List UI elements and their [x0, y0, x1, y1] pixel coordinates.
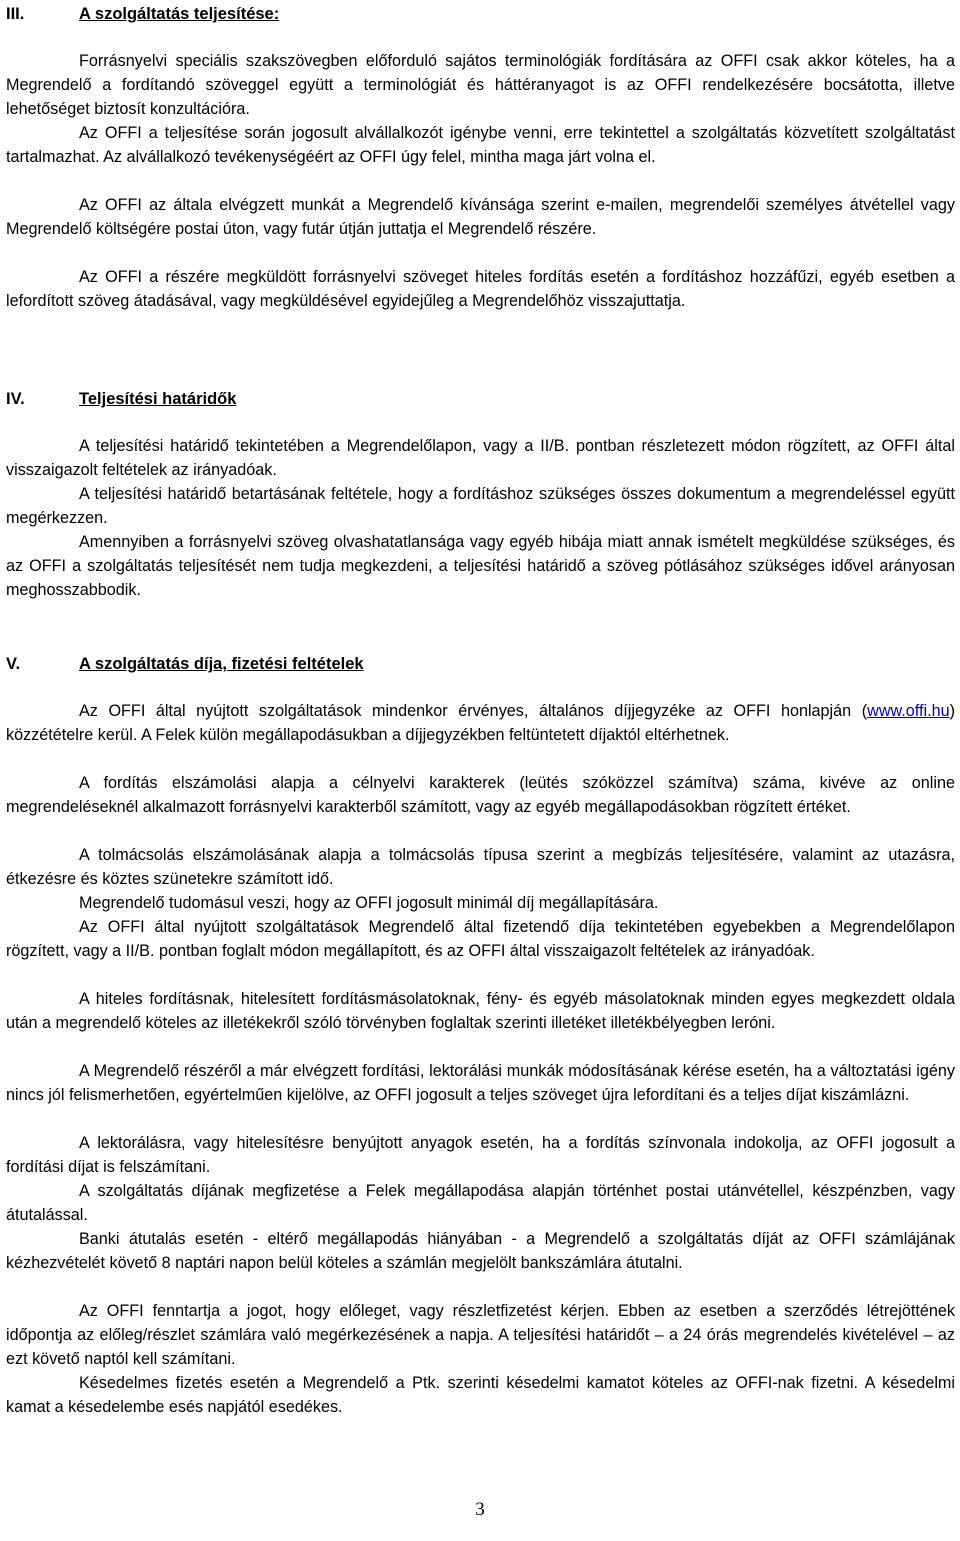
section-5-paragraph: Banki átutalás esetén - eltérő megállapodás hiányában - a Megrendelő a szolgáltatás díját az OFFI számlájának kézhezvételét követő 8 naptári napon belül köteles a számlán megjelölt bankszámlára átutalni.	[6, 1230, 955, 1272]
section-5-paragraph: A szolgáltatás díjának megfizetése a Felek megállapodása alapján történhet postai utánvétellel, készpénzben, vagy átutalással.	[6, 1182, 955, 1224]
section-5-paragraph: A hiteles fordításnak, hitelesített fordításmásolatoknak, fény- és egyéb másolatoknak minden egyes megkezdett oldala után a megrendelő köteles az illetékekről szóló törvényben foglaltak szerinti illetéket illetékbélyegben leróni.	[6, 990, 955, 1032]
section-5-paragraph: Megrendelő tudomásul veszi, hogy az OFFI jogosult minimál díj megállapítására.	[79, 894, 659, 912]
section-5-paragraph: Az OFFI fenntartja a jogot, hogy előleget, vagy részletfizetést kérjen. Ebben az esetben a szerződés létrejöttének időpontja az előleg/részlet számlára való megérkezésének a napja. A teljesítési határidőt – a 24 órás megrendelés kivételével – az ezt követő naptól kell számítani.	[6, 1302, 955, 1368]
section-5-paragraph: A Megrendelő részéről a már elvégzett fordítási, lektorálási munkák módosításának kérése esetén, ha a változtatási igény nincs jól felismerhetően, egyértelműen kijelölve, az OFFI jogosult a teljes szöveget újra lefordítani és a teljes díjat kiszámlázni.	[6, 1062, 955, 1104]
section-4-paragraph: A teljesítési határidő tekintetében a Megrendelőlapon, vagy a II/B. pontban részletezett módon rögzített, az OFFI által visszaigazolt feltételek az irányadóak.	[6, 437, 955, 479]
section-5-paragraph: A tolmácsolás elszámolásának alapja a tolmácsolás típusa szerint a megbízás teljesítésére, valamint az utazásra, étkezésre és köztes szünetekre számított idő.	[6, 846, 955, 888]
section-5-heading	[6, 652, 364, 676]
section-5-paragraph: A lektorálásra, vagy hitelesítésre benyújtott anyagok esetén, ha a fordítás színvonala indokolja, az OFFI jogosult a fordítási díjat is felszámítani.	[6, 1134, 955, 1176]
section-3-heading	[6, 2, 279, 26]
section-3-paragraph: Az OFFI az általa elvégzett munkát a Megrendelő kívánsága szerint e-mailen, megrendelői személyes átvétellel vagy Megrendelő költségére postai úton, vagy futár útján juttatja el Megrendelő részére.	[6, 196, 955, 238]
section-4-title: Teljesítési határidők	[79, 390, 237, 408]
section-5-paragraph: Késedelmes fizetés esetén a Megrendelő a Ptk. szerinti késedelmi kamatot köteles az OFFI-nak fizetni. A késedelmi kamat a késedelembe esés napjától esedékes.	[6, 1374, 955, 1416]
pricing-text-after-link: ) közzétételre kerül. A Felek külön megállapodásukban a díjjegyzékben feltüntetett díjaktól eltérhetnek.	[6, 702, 955, 744]
section-5-title: A szolgáltatás díja, fizetési feltételek	[79, 655, 364, 673]
section-3-paragraph: Forrásnyelvi speciális szakszövegben előforduló sajátos terminológiák fordítására az OFFI csak akkor köteles, ha a Megrendelő a fordítandó szöveggel együtt a terminológiát és háttéranyagot is az OFFI rendelkezésére bocsátotta, illetve lehetőséget biztosít konzultációra.	[6, 52, 955, 118]
section-5-paragraph-pricing	[6, 700, 955, 748]
section-3-paragraph: Az OFFI a részére megküldött forrásnyelvi szöveget hiteles fordítás esetén a fordításhoz hozzáfűzi, egyéb esetben a lefordított szöveg átadásával, vagy megküldésével egyidejűleg a Megrendelőhöz visszajuttatja.	[6, 268, 955, 310]
section-4-heading	[6, 387, 236, 411]
section-5-number: V.	[6, 655, 21, 673]
section-5-paragraph: Az OFFI által nyújtott szolgáltatások Megrendelő által fizetendő díja tekintetében egyebekben a Megrendelőlapon rögzített, vagy a II/B. pontban foglalt módon megállapított, és az OFFI által visszaigazolt feltételek az irányadóak.	[6, 918, 955, 960]
section-4-paragraph: A teljesítési határidő betartásának feltétele, hogy a fordításhoz szükséges összes dokumentum a megrendeléssel együtt megérkezzen.	[6, 485, 955, 527]
pricing-text-before-link: Az OFFI által nyújtott szolgáltatások mindenkor érvényes, általános díjjegyzéke az OFFI honlapján (	[79, 702, 868, 720]
section-3-number: III.	[6, 5, 25, 23]
section-3-paragraph: Az OFFI a teljesítése során jogosult alvállalkozót igénybe venni, erre tekintettel a szolgáltatás közvetített szolgáltatást tartalmazhat. Az alvállalkozó tevékenységéért az OFFI úgy felel, mintha maga járt volna el.	[6, 124, 955, 166]
section-4-paragraph: Amennyiben a forrásnyelvi szöveg olvashatatlansága vagy egyéb hibája miatt annak ismételt megküldése szükséges, és az OFFI a szolgáltatás teljesítését nem tudja megkezdeni, a teljesítési határidő a szöveg pótlásához szükséges idővel arányosan meghosszabbodik.	[6, 533, 955, 599]
section-3-title: A szolgáltatás teljesítése:	[79, 5, 280, 23]
page-number: 3	[475, 1499, 485, 1520]
offi-website-link[interactable]: www.offi.hu	[867, 702, 950, 720]
section-4-number: IV.	[6, 390, 25, 408]
section-5-paragraph: A fordítás elszámolási alapja a célnyelvi karakterek (leütés szóközzel számítva) száma, kivéve az online megrendeléseknél alkalmazott forrásnyelvi karakterből számított, vagy az egyéb megállapodásokban rögzített értéket.	[6, 774, 955, 816]
